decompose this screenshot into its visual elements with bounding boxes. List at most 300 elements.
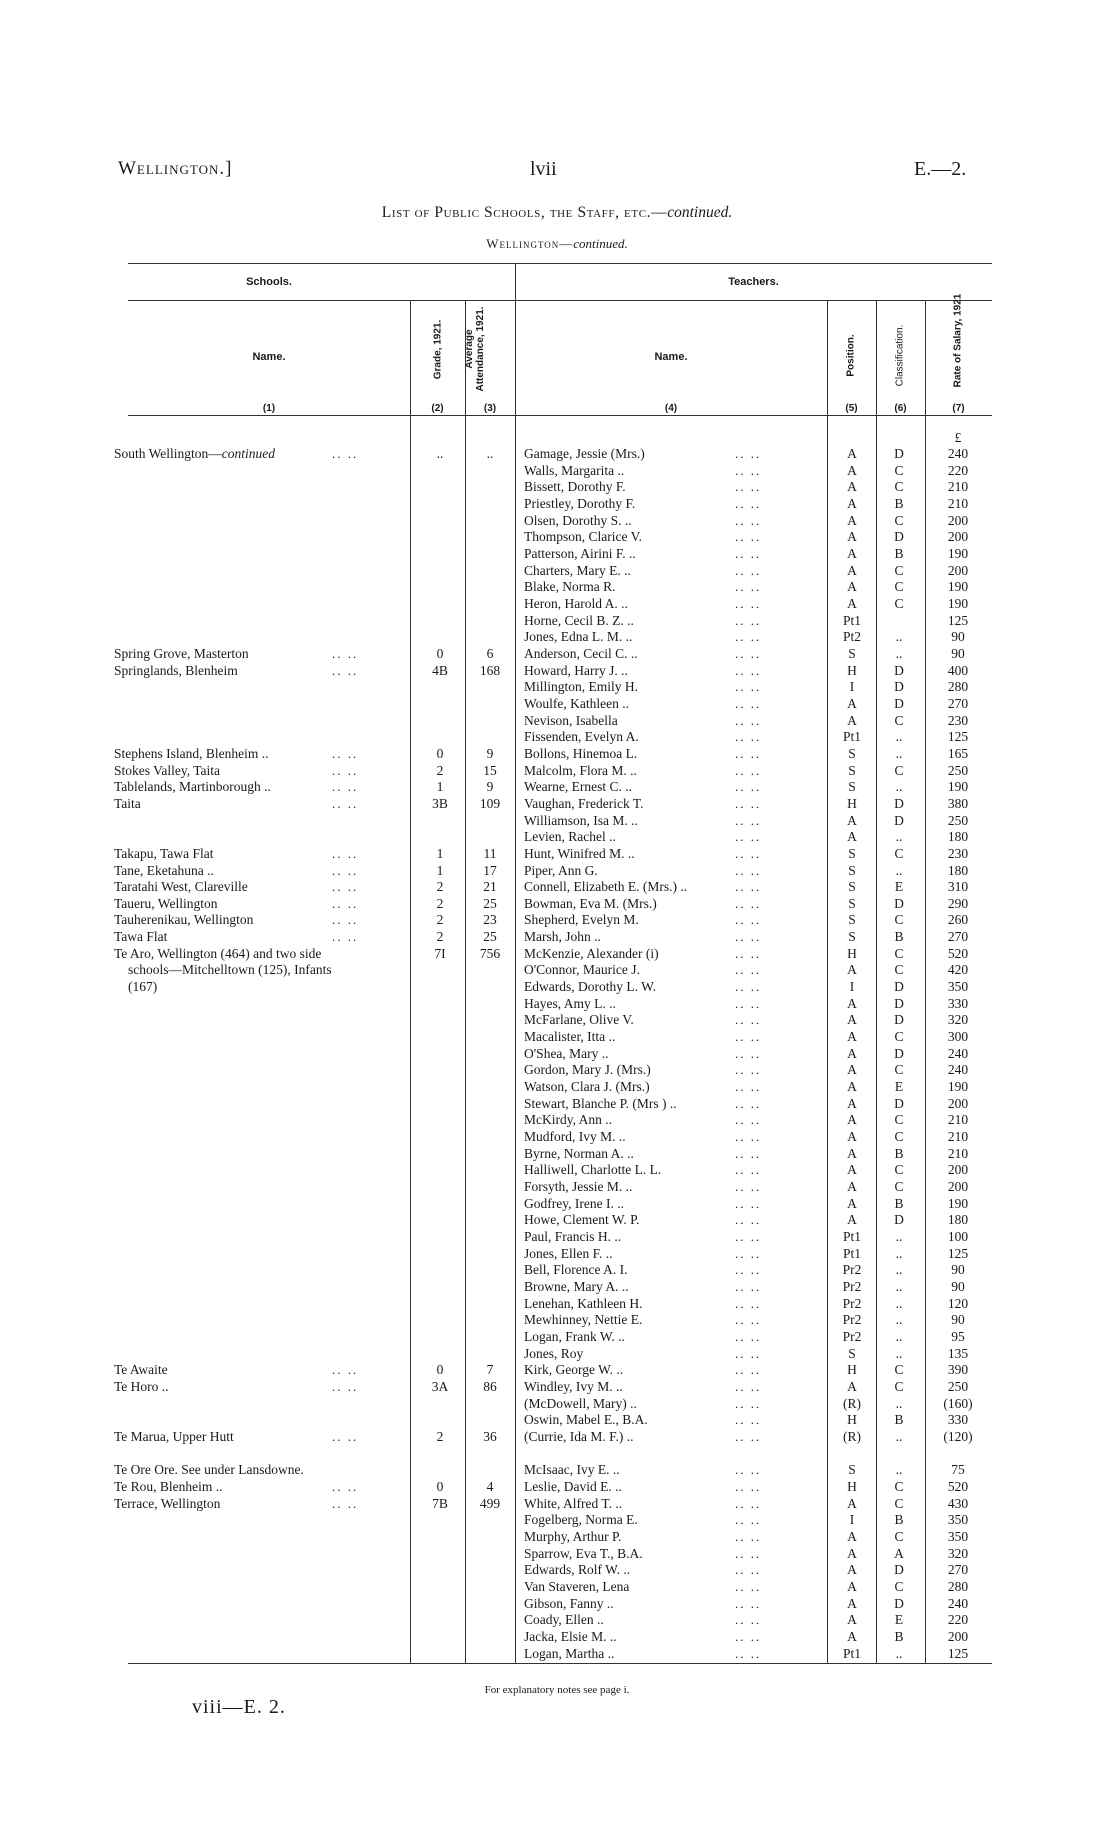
header-classification: Classification.	[894, 324, 906, 387]
teacher-classification: C	[894, 579, 904, 595]
teacher-position: Pt1	[842, 1229, 861, 1245]
teacher-classification: B	[894, 1145, 904, 1161]
teacher-salary: 190	[947, 1195, 969, 1211]
teacher-position: S	[848, 895, 856, 911]
teacher-classification: D	[894, 446, 904, 461]
leader-dots: .. ..	[332, 929, 359, 945]
teacher-name: Shepherd, Evelyn M.	[524, 912, 639, 928]
school-grade: 3A	[431, 1378, 449, 1394]
leader-dots: .. ..	[735, 1428, 762, 1444]
teacher-name: Van Staveren, Lena	[524, 1578, 630, 1594]
school-grade: 7I	[434, 945, 446, 961]
school-grade: 1	[436, 845, 444, 861]
teacher-position: A	[847, 1195, 857, 1211]
teacher-classification: C	[894, 845, 904, 861]
teacher-salary: 210	[947, 495, 969, 511]
teacher-salary: 90	[951, 1312, 965, 1328]
teacher-position: A	[847, 1112, 857, 1128]
teacher-classification: C	[894, 1029, 904, 1045]
teacher-salary: 380	[947, 795, 969, 811]
leader-dots: .. ..	[332, 795, 359, 811]
teacher-salary: 400	[947, 662, 969, 678]
teacher-position: H	[847, 1412, 857, 1428]
teacher-salary: 260	[947, 912, 969, 928]
teacher-position: A	[847, 446, 857, 461]
leader-dots: .. ..	[735, 545, 762, 561]
teacher-name: White, Alfred T. ..	[524, 1495, 623, 1511]
school-grade: 2	[436, 1428, 444, 1444]
teacher-classification: ..	[895, 1428, 903, 1444]
teacher-name: Edwards, Dorothy L. W.	[524, 979, 656, 995]
school-name	[114, 863, 214, 879]
school-name	[114, 763, 220, 779]
school-name	[128, 962, 332, 978]
teacher-position: A	[847, 1129, 857, 1145]
teacher-salary: 125	[947, 729, 969, 745]
teacher-name: Thompson, Clarice V.	[524, 529, 642, 545]
teacher-salary: 240	[947, 1045, 969, 1061]
teacher-name: Olsen, Dorothy S. ..	[524, 512, 632, 528]
teacher-name: Browne, Mary A. ..	[524, 1279, 629, 1294]
school-name	[114, 746, 268, 762]
teacher-position: A	[847, 595, 857, 611]
teacher-classification: ..	[895, 645, 903, 661]
teacher-position: H	[847, 1478, 857, 1494]
header-salary: Rate of Salary, 1921	[952, 293, 964, 388]
leader-dots: .. ..	[735, 1045, 762, 1061]
school-grade: 2	[436, 895, 444, 911]
page-title	[0, 204, 1114, 222]
teacher-salary: 200	[947, 529, 969, 545]
leader-dots: .. ..	[735, 1279, 762, 1294]
teacher-classification: ..	[895, 1328, 903, 1344]
teacher-salary: 240	[947, 1062, 969, 1078]
teacher-name: Macalister, Itta ..	[524, 1029, 616, 1045]
teacher-name: Leslie, David E. ..	[524, 1478, 622, 1494]
teacher-name: McIsaac, Ivy E. ..	[524, 1462, 620, 1478]
teacher-salary: 190	[947, 545, 969, 561]
teacher-name: Mewhinney, Nettie E.	[524, 1312, 643, 1328]
school-attendance: 6	[486, 645, 494, 661]
teacher-salary: 290	[947, 895, 969, 911]
teacher-classification: C	[894, 1495, 904, 1511]
teacher-classification: ..	[895, 745, 903, 761]
teacher-salary: 90	[951, 1279, 965, 1294]
teacher-position: A	[847, 1612, 857, 1628]
teacher-classification: C	[894, 962, 904, 978]
teacher-classification: D	[894, 695, 904, 711]
leader-dots: .. ..	[735, 995, 762, 1011]
leader-dots: .. ..	[735, 1612, 762, 1628]
teacher-name: Paul, Francis H. ..	[524, 1229, 622, 1245]
teacher-position: I	[849, 679, 855, 695]
teacher-salary: 280	[947, 679, 969, 695]
teacher-position: Pr2	[842, 1295, 862, 1311]
teacher-salary: 320	[947, 1012, 969, 1028]
school-name-text: Te Aro, Wellington (464) and two side	[114, 945, 322, 961]
teacher-classification: C	[894, 1179, 904, 1195]
teacher-classification: D	[894, 1045, 904, 1061]
teacher-salary: 230	[947, 712, 969, 728]
teacher-salary: 125	[947, 612, 969, 628]
teacher-salary: 250	[947, 812, 969, 828]
header-teacher-name: Name.	[654, 351, 688, 363]
school-name-text: Tablelands, Martinborough ..	[114, 779, 271, 795]
teacher-salary: 210	[947, 1145, 969, 1161]
school-name-text: Te Rou, Blenheim ..	[114, 1478, 223, 1494]
teacher-classification: D	[894, 895, 904, 911]
teacher-position: A	[847, 1012, 857, 1028]
leader-dots: .. ..	[332, 662, 359, 678]
school-attendance: 25	[483, 929, 497, 945]
teacher-classification: ..	[895, 1462, 903, 1478]
teacher-name: McKenzie, Alexander (i)	[524, 945, 659, 961]
teacher-salary: 210	[947, 479, 969, 495]
teacher-position: S	[848, 879, 856, 895]
teacher-position: Pt1	[842, 729, 861, 745]
school-name-text: Tawa Flat	[114, 929, 168, 945]
teacher-position: A	[847, 829, 857, 845]
teacher-name: Murphy, Arthur P.	[524, 1528, 622, 1544]
leader-dots: .. ..	[735, 1328, 762, 1344]
leader-dots: .. ..	[735, 929, 762, 945]
teacher-salary: 330	[947, 1412, 969, 1428]
leader-dots: .. ..	[735, 862, 762, 878]
teacher-salary: 420	[947, 962, 969, 978]
teacher-name: Mudford, Ivy M. ..	[524, 1129, 626, 1145]
teacher-position: A	[847, 1628, 857, 1644]
leader-dots: .. ..	[735, 1362, 762, 1378]
school-attendance: 21	[483, 879, 497, 895]
school-name	[114, 1379, 169, 1395]
teacher-position: A	[847, 545, 857, 561]
leader-dots: .. ..	[735, 1378, 762, 1394]
leader-dots: .. ..	[735, 612, 762, 628]
school-name	[114, 663, 238, 679]
teacher-position: S	[848, 929, 856, 945]
teacher-position: A	[847, 1495, 857, 1511]
leader-dots: .. ..	[735, 512, 762, 528]
leader-dots: .. ..	[735, 1345, 762, 1361]
teacher-salary: 200	[947, 1162, 969, 1178]
school-grade: 4B	[432, 662, 448, 678]
teacher-position: Pr2	[842, 1328, 862, 1344]
teacher-classification: ..	[895, 1295, 903, 1311]
teacher-name: Windley, Ivy M. ..	[524, 1378, 623, 1394]
teacher-classification: C	[894, 1162, 904, 1178]
teacher-salary: 270	[947, 929, 969, 945]
teacher-name: Logan, Martha ..	[524, 1645, 615, 1661]
leader-dots: .. ..	[735, 662, 762, 678]
header-schools: Schools.	[246, 276, 292, 288]
school-name	[114, 1479, 223, 1495]
leader-dots: .. ..	[735, 1029, 762, 1045]
teacher-classification: B	[894, 929, 904, 945]
teacher-position: A	[847, 1162, 857, 1178]
leader-dots: .. ..	[735, 629, 762, 645]
teacher-classification: E	[894, 1612, 904, 1628]
teacher-salary: 75	[951, 1462, 965, 1478]
leader-dots: .. ..	[735, 895, 762, 911]
leader-dots: .. ..	[735, 1412, 762, 1428]
teacher-name: O'Shea, Mary ..	[524, 1045, 609, 1061]
school-name-text: Te Marua, Upper Hutt	[114, 1428, 234, 1444]
header-school-name: Name.	[252, 351, 286, 363]
teacher-classification: D	[894, 995, 904, 1011]
teacher-salary: 165	[947, 745, 969, 761]
teacher-salary: 180	[947, 862, 969, 878]
leader-dots: .. ..	[735, 1578, 762, 1594]
teacher-name: Sparrow, Eva T., B.A.	[524, 1545, 643, 1561]
school-name-text: Springlands, Blenheim	[114, 662, 238, 678]
school-attendance: 23	[483, 912, 497, 928]
school-name	[128, 979, 157, 995]
teacher-position: Pt1	[842, 1645, 861, 1661]
teacher-position: (R)	[843, 1395, 861, 1411]
teacher-position: (R)	[843, 1428, 861, 1444]
teacher-salary: 430	[947, 1495, 969, 1511]
leader-dots: .. ..	[332, 645, 359, 661]
teacher-classification: ..	[895, 629, 903, 645]
leader-dots: .. ..	[735, 1145, 762, 1161]
school-attendance: 11	[483, 845, 497, 861]
teacher-name: Woulfe, Kathleen ..	[524, 695, 630, 711]
teacher-position: Pr2	[842, 1279, 862, 1294]
teacher-name: Coady, Ellen ..	[524, 1612, 604, 1628]
teacher-classification: C	[894, 1478, 904, 1494]
colnum-1: (1)	[262, 403, 276, 414]
page-subtitle-main: Wellington—	[486, 236, 574, 251]
teacher-classification: C	[894, 595, 904, 611]
col-divider-1	[410, 300, 411, 1663]
teacher-classification: ..	[895, 1395, 903, 1411]
teacher-name: McKirdy, Ann ..	[524, 1112, 612, 1128]
leader-dots: .. ..	[735, 1245, 762, 1261]
leader-dots: .. ..	[735, 1262, 762, 1278]
school-name-text: Te Awaite	[114, 1362, 168, 1378]
teacher-position: A	[847, 1145, 857, 1161]
school-attendance: 36	[483, 1428, 497, 1444]
teacher-name: Walls, Margarita ..	[524, 462, 625, 478]
school-name	[114, 1462, 304, 1478]
leader-dots: .. ..	[735, 1628, 762, 1644]
school-name-text: South Wellington—	[114, 446, 222, 461]
leader-dots: .. ..	[735, 462, 762, 478]
teacher-position: A	[847, 995, 857, 1011]
teacher-classification: ..	[895, 1312, 903, 1328]
teacher-salary: 250	[947, 1378, 969, 1394]
leader-dots: .. ..	[332, 1428, 359, 1444]
school-name	[114, 879, 248, 895]
leader-dots: .. ..	[735, 1495, 762, 1511]
school-grade: 0	[436, 1478, 444, 1494]
teacher-name: Bollons, Hinemoa L.	[524, 745, 638, 761]
teacher-name: Connell, Elizabeth E. (Mrs.) ..	[524, 879, 688, 895]
school-grade: 2	[436, 762, 444, 778]
leader-dots: .. ..	[735, 1212, 762, 1228]
header-attendance: Average Attendance, 1921.	[464, 306, 486, 392]
teacher-classification: ..	[895, 1229, 903, 1245]
teacher-name: (McDowell, Mary) ..	[524, 1395, 637, 1411]
teacher-name: Bissett, Dorothy F.	[524, 479, 626, 495]
table-bottom-rule	[128, 1663, 992, 1664]
teacher-salary: 190	[947, 779, 969, 795]
school-grade: 1	[436, 862, 444, 878]
leader-dots: .. ..	[735, 762, 762, 778]
header-grade: Grade, 1921.	[432, 319, 444, 380]
teacher-salary: 190	[947, 579, 969, 595]
leader-dots: .. ..	[735, 1645, 762, 1661]
teacher-salary: 95	[951, 1328, 965, 1344]
school-name	[114, 1496, 220, 1512]
teacher-name: Lenehan, Kathleen H.	[524, 1295, 643, 1311]
school-grade: 1	[436, 779, 444, 795]
teacher-name: Anderson, Cecil C. ..	[524, 645, 638, 661]
page-subtitle-italic: continued.	[573, 236, 628, 251]
teacher-salary: 125	[947, 1245, 969, 1261]
teacher-name: Priestley, Dorothy F.	[524, 495, 636, 511]
teacher-name: Jones, Roy	[524, 1345, 584, 1361]
teacher-classification: C	[894, 1578, 904, 1594]
teacher-position: A	[847, 579, 857, 595]
teacher-position: H	[847, 945, 857, 961]
teacher-position: A	[847, 1179, 857, 1195]
leader-dots: .. ..	[735, 845, 762, 861]
teacher-name: Bowman, Eva M. (Mrs.)	[524, 895, 657, 911]
header-teachers: Teachers.	[728, 276, 779, 288]
school-name	[114, 796, 141, 812]
teacher-name: Byrne, Norman A. ..	[524, 1145, 634, 1161]
school-attendance: 25	[483, 895, 497, 911]
teacher-position: I	[849, 1512, 855, 1528]
teacher-position: S	[848, 845, 856, 861]
teacher-salary: 240	[947, 1595, 969, 1611]
teacher-position: A	[847, 1062, 857, 1078]
teacher-classification: B	[894, 545, 904, 561]
leader-dots: .. ..	[735, 1129, 762, 1145]
teacher-name: O'Connor, Maurice J.	[524, 962, 640, 978]
teacher-salary: 330	[947, 995, 969, 1011]
teacher-salary: 135	[947, 1345, 969, 1361]
teacher-name: Bell, Florence A. I.	[524, 1262, 628, 1278]
leader-dots: .. ..	[735, 1462, 762, 1478]
teacher-name: Jones, Ellen F. ..	[524, 1245, 613, 1261]
teacher-name: Levien, Rachel ..	[524, 829, 616, 845]
teacher-name: Charters, Mary E. ..	[524, 562, 631, 578]
teacher-salary: 125	[947, 1645, 969, 1661]
leader-dots: .. ..	[735, 1528, 762, 1544]
teacher-salary: 190	[947, 1079, 969, 1095]
teacher-classification: C	[894, 512, 904, 528]
teacher-salary: 200	[947, 512, 969, 528]
colnum-3: (3)	[483, 403, 497, 414]
leader-dots: .. ..	[332, 1478, 359, 1494]
teacher-name: Malcolm, Flora M. ..	[524, 762, 637, 778]
teacher-classification: B	[894, 1512, 904, 1528]
school-grade: 2	[436, 879, 444, 895]
teacher-salary: 520	[947, 1478, 969, 1494]
colnum-2: (2)	[431, 403, 444, 414]
school-grade: 0	[436, 745, 444, 761]
leader-dots: .. ..	[735, 1545, 762, 1561]
school-grade: 2	[436, 912, 444, 928]
teacher-salary: (120)	[943, 1428, 973, 1444]
teacher-salary: 120	[947, 1295, 969, 1311]
leader-dots: .. ..	[735, 1512, 762, 1528]
leader-dots: .. ..	[735, 1312, 762, 1328]
teacher-salary: 90	[951, 645, 965, 661]
teacher-position: Pr2	[842, 1312, 862, 1328]
school-name	[114, 929, 167, 945]
teacher-name: Gordon, Mary J. (Mrs.)	[524, 1062, 651, 1078]
teacher-name: Heron, Harold A. ..	[524, 595, 628, 611]
teacher-position: A	[847, 495, 857, 511]
teacher-salary: 250	[947, 762, 969, 778]
teacher-position: Pt2	[842, 629, 861, 645]
leader-dots: .. ..	[735, 745, 762, 761]
teacher-classification: D	[894, 1562, 904, 1578]
teacher-classification: B	[894, 1628, 904, 1644]
school-attendance: 499	[479, 1495, 501, 1511]
school-name-text: Tauherenikau, Wellington	[114, 912, 254, 928]
teacher-salary: 180	[947, 829, 969, 845]
teacher-position: S	[848, 645, 856, 661]
leader-dots: .. ..	[735, 1012, 762, 1028]
teacher-classification: D	[894, 1095, 904, 1111]
school-name	[114, 646, 249, 662]
teacher-classification: D	[894, 662, 904, 678]
leader-dots: .. ..	[735, 479, 762, 495]
teacher-position: A	[847, 1528, 857, 1544]
teacher-position: S	[848, 1345, 856, 1361]
school-attendance: 7	[486, 1362, 494, 1378]
teacher-position: A	[847, 1095, 857, 1111]
teacher-salary: (160)	[943, 1395, 973, 1411]
header-left: Wellington.]	[118, 158, 233, 179]
teacher-classification: C	[894, 945, 904, 961]
teacher-position: A	[847, 479, 857, 495]
teacher-position: S	[848, 862, 856, 878]
leader-dots: .. ..	[735, 645, 762, 661]
header-right: E.—2.	[914, 158, 967, 180]
leader-dots: .. ..	[735, 1095, 762, 1111]
school-name-text: Taratahi West, Clareville	[114, 879, 248, 895]
leader-dots: .. ..	[735, 1179, 762, 1195]
teacher-position: A	[847, 512, 857, 528]
teacher-position: A	[847, 1045, 857, 1061]
teacher-salary: 200	[947, 1628, 969, 1644]
teacher-classification: ..	[895, 1279, 903, 1294]
school-grade: 0	[436, 1362, 444, 1378]
school-name-text: (167)	[128, 979, 158, 995]
teacher-classification: C	[894, 562, 904, 578]
teacher-salary: 390	[947, 1362, 969, 1378]
teacher-classification: C	[894, 1362, 904, 1378]
leader-dots: .. ..	[735, 945, 762, 961]
table-top-rule	[128, 263, 992, 264]
leader-dots: .. ..	[735, 829, 762, 845]
school-name-text: Stokes Valley, Taita	[114, 762, 221, 778]
leader-dots: .. ..	[735, 912, 762, 928]
school-name-text: Takapu, Tawa Flat	[114, 845, 214, 861]
teacher-name: Edwards, Rolf W. ..	[524, 1562, 631, 1578]
teacher-name: McFarlane, Olive V.	[524, 1012, 634, 1028]
school-grade: 0	[436, 645, 444, 661]
teacher-position: S	[848, 779, 856, 795]
school-attendance: 9	[486, 779, 494, 795]
teacher-name: Marsh, John ..	[524, 929, 601, 945]
page-number: lvii	[530, 158, 557, 180]
